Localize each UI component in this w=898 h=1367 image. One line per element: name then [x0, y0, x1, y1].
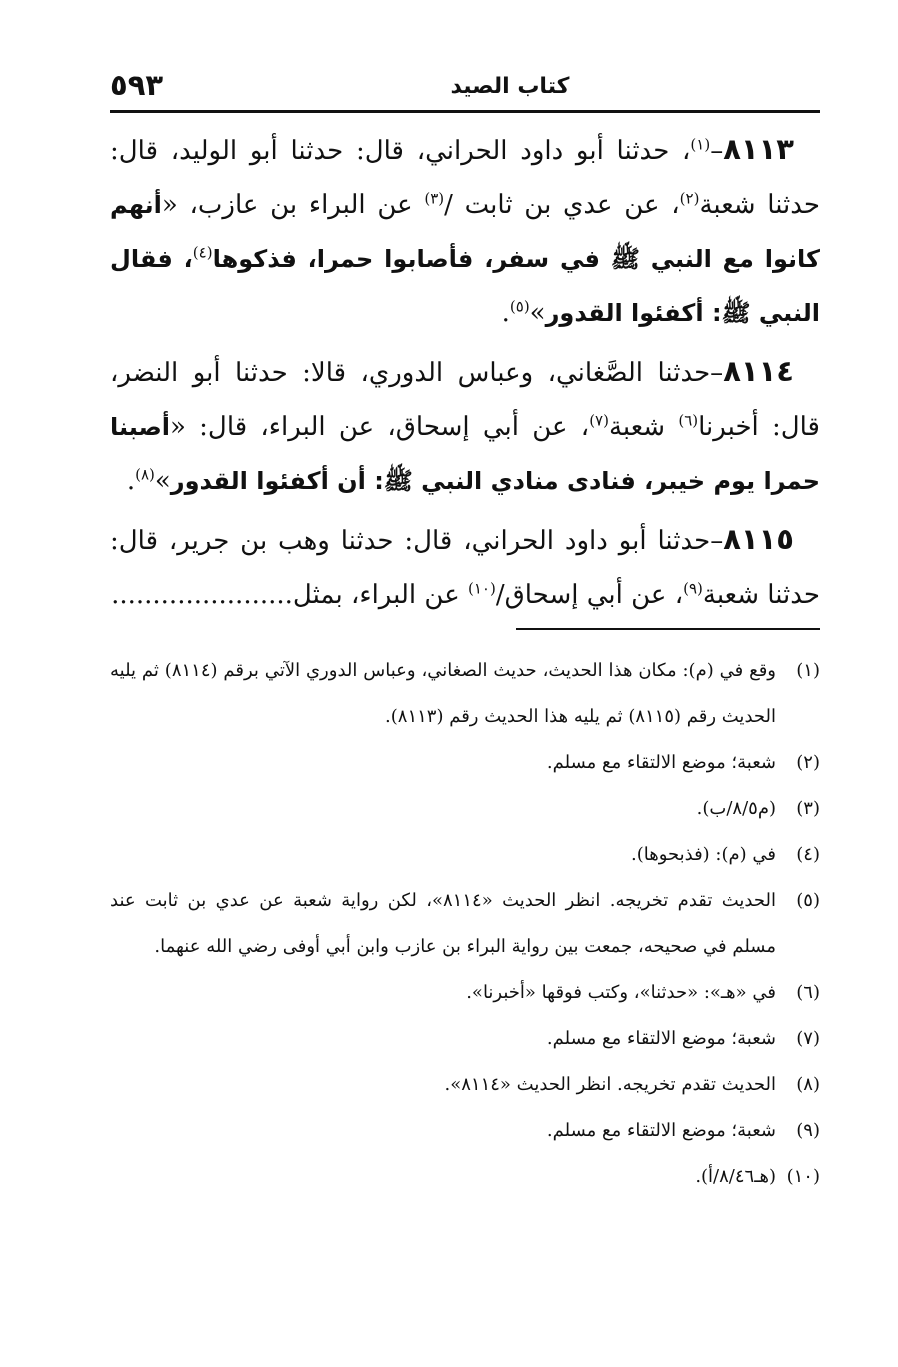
footnote	[110, 1154, 820, 1200]
footnote-number: (٥)	[796, 890, 820, 911]
footnote-rule	[516, 628, 820, 630]
footnote-text: شعبة؛ موضع الالتقاء مع مسلم.	[546, 1028, 776, 1049]
footnote-ref: (٤)	[192, 243, 213, 262]
footnote-ref: (٧)	[589, 411, 609, 430]
footnotes	[110, 648, 820, 1200]
footnote	[110, 740, 820, 786]
hadith-matn: أنهم كانوا مع النبي ﷺ في سفر، فأصابوا حمرا، فذكوها	[110, 191, 821, 273]
hadith-text: »	[529, 298, 546, 328]
hadith-matn: أصبنا حمرا يوم خيبر، فنادى منادي النبي ﷺ: أن أكفئوا القدور	[110, 413, 820, 495]
hadith-number: ٨١١٤	[723, 354, 794, 388]
hadith-text: ، عن عدي بن ثابت /	[444, 190, 680, 220]
footnote-number: (٤)	[796, 844, 820, 865]
footnote-number: (٨)	[796, 1074, 820, 1095]
footnote-text: شعبة؛ موضع الالتقاء مع مسلم.	[546, 1120, 776, 1141]
main-text	[110, 122, 820, 626]
footnote-number: (٧)	[796, 1028, 820, 1049]
footnote-number: (٢)	[796, 752, 820, 773]
header-rule	[110, 110, 820, 113]
footnote-text: وقع في (م): مكان هذا الحديث، حديث الصغاني، وعباس الدوري الآتي برقم (٨١١٤) ثم يليه الحديث رقم (٨١١٥) ثم يليه هذا الحديث رقم (٨١١٣).	[110, 660, 776, 727]
footnote	[110, 1016, 820, 1062]
footnote-number: (١٠)	[786, 1166, 820, 1187]
footnote-ref: (٩)	[683, 579, 703, 598]
footnote	[110, 786, 820, 832]
footnote-ref: (٣)	[424, 189, 445, 208]
footnote	[110, 878, 820, 970]
footnote-ref: (٦)	[678, 411, 699, 430]
hadith-8114	[110, 344, 820, 508]
hadith-8113	[110, 122, 820, 340]
footnote-ref: (١٠)	[467, 579, 496, 598]
hadith-text: –حدثنا أبو داود الحراني، قال: حدثنا وهب بن جرير، قال: حدثنا شعبة	[110, 526, 820, 610]
footnote-text: في (م): (فذبحوها).	[630, 844, 776, 865]
footnote	[110, 1108, 820, 1154]
hadith-text: شعبة	[608, 412, 679, 442]
footnote	[110, 970, 820, 1016]
hadith-text: .	[501, 298, 510, 328]
hadith-text: ، عن أبي إسحاق/	[495, 580, 684, 610]
footnote-number: (٣)	[796, 798, 820, 819]
footnote-ref: (٨)	[135, 465, 155, 484]
footnote-ref: (٥)	[509, 297, 530, 316]
footnote-ref: (١)	[690, 135, 711, 154]
footnote-number: (١)	[796, 660, 820, 681]
hadith-text: –	[710, 136, 724, 166]
footnote-text: (م٨/٥/ب).	[696, 798, 776, 819]
hadith-text: عن البراء بن عازب، «	[161, 190, 425, 220]
footnote-text: الحديث تقدم تخريجه. انظر الحديث «٨١١٤»، لكن رواية شعبة عن عدي بن ثابت عند مسلم في صحيحه، جمعت بين رواية البراء بن عازب وابن أبي أوفى رضي الله عنهما.	[110, 890, 776, 957]
hadith-text: ، حدثنا أبو داود الحراني، قال: حدثنا أبو الوليد، قال: حدثنا شعبة	[110, 136, 820, 220]
footnote-ref: (٢)	[679, 189, 700, 208]
page-header	[110, 66, 820, 106]
hadith-text: عن البراء، بمثل......................	[111, 580, 468, 610]
hadith-text: »	[154, 466, 171, 496]
hadith-number: ٨١١٣	[723, 132, 794, 166]
hadith-text: .	[126, 466, 136, 496]
hadith-number: ٨١١٥	[723, 522, 795, 556]
hadith-8115	[110, 512, 820, 622]
footnote-text: (هـ٨/٤٦/أ).	[695, 1166, 776, 1187]
hadith-text: ، عن أبي إسحاق، عن البراء، قال: «	[170, 412, 590, 442]
footnote	[110, 832, 820, 878]
footnote-text: شعبة؛ موضع الالتقاء مع مسلم.	[546, 752, 776, 773]
hadith-text: –حدثنا الصَّغاني، وعباس الدوري، قالا: حدثنا أبو النضر، قال: أخبرنا	[110, 358, 820, 442]
footnote	[110, 648, 820, 740]
footnote-text: في «هـ»: «حدثنا»، وكتب فوقها «أخبرنا».	[466, 982, 776, 1003]
page-number: ٥٩٣	[110, 68, 164, 102]
running-title: كتاب الصيد	[450, 74, 570, 99]
hadith-matn: ، فقال النبي ﷺ: أكفئوا القدور	[110, 245, 820, 327]
footnote-text: الحديث تقدم تخريجه. انظر الحديث «٨١١٤».	[444, 1074, 776, 1095]
footnote-number: (٦)	[796, 982, 820, 1003]
footnote-number: (٩)	[796, 1120, 820, 1141]
footnote	[110, 1062, 820, 1108]
